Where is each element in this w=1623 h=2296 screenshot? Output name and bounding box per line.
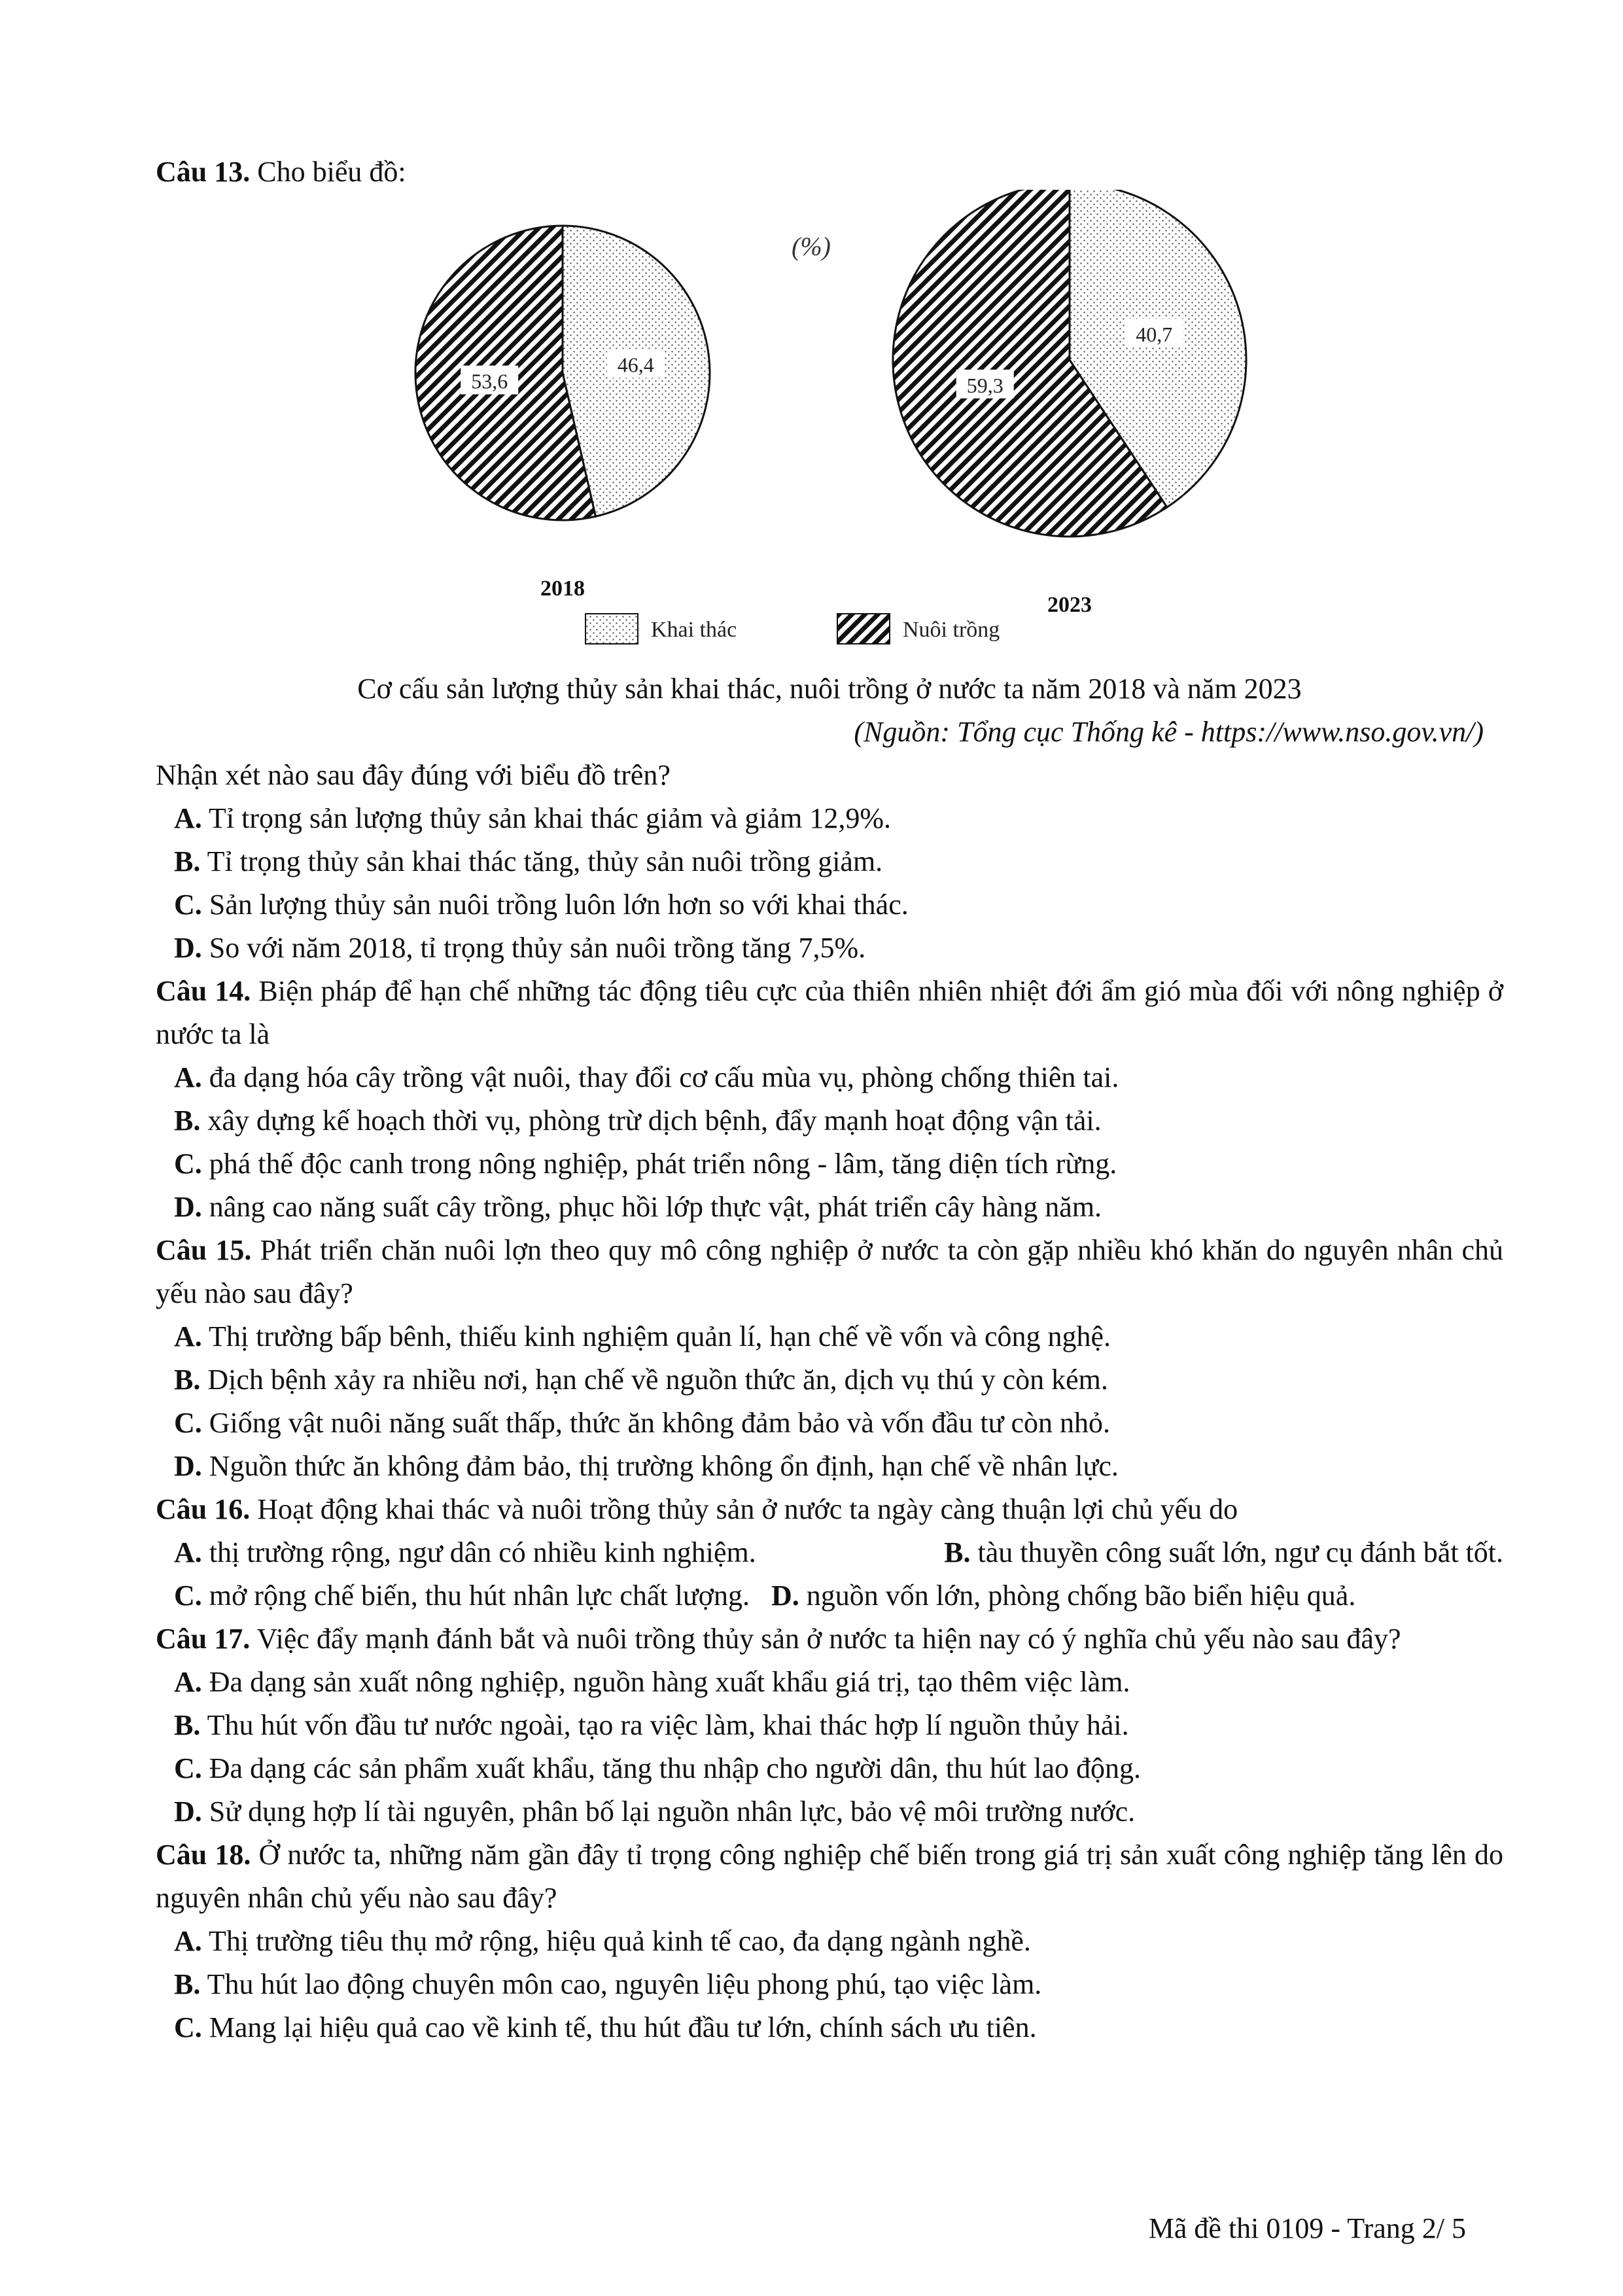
- q13-option-a[interactable]: [156, 797, 1503, 840]
- option-text: nâng cao năng suất cây trồng, phục hồi lớp thực vật, phát triển cây hàng năm.: [209, 1191, 1102, 1223]
- option-text: Dịch bệnh xảy ra nhiều nơi, hạn chế về nguồn thức ăn, dịch vụ thú y còn kém.: [207, 1364, 1108, 1396]
- pie-2018-value-label-1: 53,6: [471, 369, 508, 393]
- pie-year-label-2023: 2023: [1047, 593, 1092, 617]
- option-text: Mang lại hiệu quả cao về kinh tế, thu hút đầu tư lớn, chính sách ưu tiên.: [209, 2011, 1037, 2043]
- option-text: nguồn vốn lớn, phòng chống bão biển hiệu quả.: [806, 1580, 1356, 1612]
- q16-option-d[interactable]: [771, 1580, 1355, 1612]
- q14-stem: Biện pháp để hạn chế những tác động tiêu cực của thiên nhiên nhiệt đới ẩm gió mùa đối với nông nghiệp ở nước ta là: [156, 975, 1504, 1050]
- option-letter: A.: [174, 1536, 202, 1568]
- option-letter: D.: [174, 932, 202, 964]
- option-text: Giống vật nuôi năng suất thấp, thức ăn không đảm bảo và vốn đầu tư còn nhỏ.: [209, 1407, 1110, 1439]
- option-letter: B.: [174, 1968, 201, 2000]
- option-text: thị trường rộng, ngư dân có nhiều kinh nghiệm.: [209, 1536, 756, 1568]
- q17-number: Câu 17.: [156, 1623, 251, 1655]
- option-letter: D.: [174, 1795, 202, 1828]
- option-letter: A.: [174, 802, 202, 834]
- option-text: Thu hút vốn đầu tư nước ngoài, tạo ra việc làm, khai thác hợp lí nguồn thủy hải.: [207, 1709, 1129, 1741]
- pies-group: [415, 190, 1246, 617]
- option-text: phá thế độc canh trong nông nghiệp, phát triển nông - lâm, tăng diện tích rừng.: [209, 1148, 1117, 1180]
- q18-option-b[interactable]: [156, 1963, 1503, 2006]
- option-letter: B.: [174, 1709, 201, 1741]
- option-text: Đa dạng sản xuất nông nghiệp, nguồn hàng xuất khẩu giá trị, tạo thêm việc làm.: [209, 1666, 1130, 1698]
- option-text: tàu thuyền công suất lớn, ngư cụ đánh bắt tốt.: [977, 1536, 1503, 1568]
- option-letter: A.: [174, 1925, 202, 1957]
- q16-number: Câu 16.: [156, 1493, 251, 1525]
- q15-option-b[interactable]: [156, 1358, 1503, 1402]
- option-letter: C.: [174, 1407, 202, 1439]
- q16-option-c[interactable]: [174, 1580, 750, 1612]
- q16-row-ab: [156, 1531, 1503, 1574]
- option-text: So với năm 2018, tỉ trọng thủy sản nuôi trồng tăng 7,5%.: [209, 932, 866, 964]
- option-letter: B.: [174, 845, 201, 877]
- q14-stem-line: [156, 970, 1503, 1056]
- option-text: Đa dạng các sản phẩm xuất khẩu, tăng thu nhập cho người dân, thu hút lao động.: [209, 1752, 1142, 1784]
- q13-option-c[interactable]: [156, 883, 1503, 927]
- q13-body: [156, 667, 1503, 2049]
- q13-number: Câu 13.: [156, 156, 251, 188]
- option-text: Tỉ trọng sản lượng thủy sản khai thác giảm và giảm 12,9%.: [209, 802, 892, 834]
- option-letter: C.: [174, 1580, 202, 1612]
- option-letter: D.: [174, 1450, 202, 1482]
- option-text: Nguồn thức ăn không đảm bảo, thị trường không ổn định, hạn chế về nhân lực.: [209, 1450, 1119, 1482]
- legend-label-nuoi-trong: Nuôi trồng: [903, 618, 1000, 642]
- option-letter: A.: [174, 1320, 202, 1352]
- option-letter: C.: [174, 889, 202, 921]
- option-letter: A.: [174, 1666, 202, 1698]
- q13-option-b[interactable]: [156, 840, 1503, 883]
- legend-swatch-nuoi-trong: [837, 614, 890, 644]
- q18-stem: Ở nước ta, những năm gần đây tỉ trọng công nghiệp chế biến trong giá trị sản xuất công nghiệp tăng lên do nguyên nhân chủ yếu nào sau đây?: [156, 1839, 1504, 1914]
- q16-stem-line: [156, 1488, 1503, 1531]
- legend-label-khai-thac: Khai thác: [651, 618, 737, 642]
- option-text: Thu hút lao động chuyên môn cao, nguyên liệu phong phú, tạo việc làm.: [207, 1968, 1042, 2000]
- legend-swatch-khai-thac: [585, 614, 638, 644]
- page-footer: Mã đề thi 0109 - Trang 2/ 5: [1148, 2212, 1466, 2244]
- option-letter: A.: [174, 1061, 202, 1093]
- chart-unit-label: (%): [792, 232, 831, 261]
- q14-option-a[interactable]: [156, 1056, 1503, 1099]
- chart-caption: Cơ cấu sản lượng thủy sản khai thác, nuôi trồng ở nước ta năm 2018 và năm 2023: [357, 673, 1302, 705]
- pie-2018-value-label-0: 46,4: [617, 353, 654, 377]
- option-text: Thị trường bấp bênh, thiếu kinh nghiệm quản lí, hạn chế về vốn và công nghệ.: [209, 1320, 1111, 1352]
- q13-heading: [156, 150, 1503, 194]
- q16-stem: Hoạt động khai thác và nuôi trồng thủy sản ở nước ta ngày càng thuận lợi chủ yếu do: [257, 1493, 1238, 1525]
- q14-option-c[interactable]: [156, 1142, 1503, 1186]
- q17-option-b[interactable]: [156, 1704, 1503, 1747]
- pie-chart: [393, 190, 1256, 661]
- q13-stem: Cho biểu đồ:: [257, 156, 406, 188]
- pie-2023-value-label-0: 40,7: [1136, 323, 1173, 347]
- q15-stem-line: [156, 1229, 1503, 1315]
- option-text: Sản lượng thủy sản nuôi trồng luôn lớn hơn so với khai thác.: [209, 889, 909, 921]
- q18-number: Câu 18.: [156, 1839, 251, 1871]
- option-text: mở rộng chế biến, thu hút nhân lực chất lượng.: [209, 1580, 750, 1612]
- q15-option-c[interactable]: [156, 1402, 1503, 1445]
- q15-stem: Phát triển chăn nuôi lợn theo quy mô công nghiệp ở nước ta còn gặp nhiều khó khăn do nguyên nhân chủ yếu nào sau đây?: [156, 1234, 1503, 1309]
- option-letter: C.: [174, 1752, 202, 1784]
- q17-option-c[interactable]: [156, 1747, 1503, 1790]
- q14-number: Câu 14.: [156, 975, 251, 1007]
- pie-year-label-2018: 2018: [540, 576, 585, 601]
- q14-option-d[interactable]: [156, 1186, 1503, 1229]
- chart-source: (Nguồn: Tổng cục Thống kê - https://www.nso.gov.vn/): [854, 716, 1484, 748]
- option-letter: B.: [944, 1536, 971, 1568]
- q16-option-a[interactable]: [174, 1531, 756, 1574]
- option-text: Thị trường tiêu thụ mở rộng, hiệu quả kinh tế cao, đa dạng ngành nghề.: [209, 1925, 1031, 1957]
- option-text: đa dạng hóa cây trồng vật nuôi, thay đổi cơ cấu mùa vụ, phòng chống thiên tai.: [209, 1061, 1119, 1093]
- q18-option-c[interactable]: [156, 2006, 1503, 2049]
- option-text: Sử dụng hợp lí tài nguyên, phân bố lại nguồn nhân lực, bảo vệ môi trường nước.: [209, 1795, 1136, 1828]
- option-letter: C.: [174, 1148, 202, 1180]
- q16-row-cd: [156, 1574, 1503, 1617]
- q16-option-b[interactable]: [944, 1531, 1503, 1574]
- q18-stem-line: [156, 1833, 1503, 1920]
- option-letter: B.: [174, 1104, 201, 1137]
- option-letter: D.: [771, 1580, 799, 1612]
- q15-option-d[interactable]: [156, 1445, 1503, 1488]
- q15-number: Câu 15.: [156, 1234, 252, 1266]
- q15-option-a[interactable]: [156, 1315, 1503, 1358]
- option-text: xây dựng kế hoạch thời vụ, phòng trừ dịch bệnh, đẩy mạnh hoạt động vận tải.: [207, 1104, 1102, 1137]
- q17-option-a[interactable]: [156, 1661, 1503, 1704]
- q18-option-a[interactable]: [156, 1920, 1503, 1963]
- option-text: Tỉ trọng thủy sản khai thác tăng, thủy sản nuôi trồng giảm.: [207, 845, 883, 877]
- q17-stem-line: [156, 1617, 1503, 1661]
- q13-option-d[interactable]: [156, 927, 1503, 970]
- q14-option-b[interactable]: [156, 1099, 1503, 1142]
- q17-option-d[interactable]: [156, 1790, 1503, 1833]
- q17-stem: Việc đẩy mạnh đánh bắt và nuôi trồng thủy sản ở nước ta hiện nay có ý nghĩa chủ yếu nào sau đây?: [256, 1623, 1401, 1655]
- pie-2023-value-label-1: 59,3: [966, 373, 1003, 397]
- option-letter: D.: [174, 1191, 202, 1223]
- q13-prompt: Nhận xét nào sau đây đúng với biểu đồ trên?: [156, 759, 671, 791]
- option-letter: C.: [174, 2011, 202, 2043]
- option-letter: B.: [174, 1364, 201, 1396]
